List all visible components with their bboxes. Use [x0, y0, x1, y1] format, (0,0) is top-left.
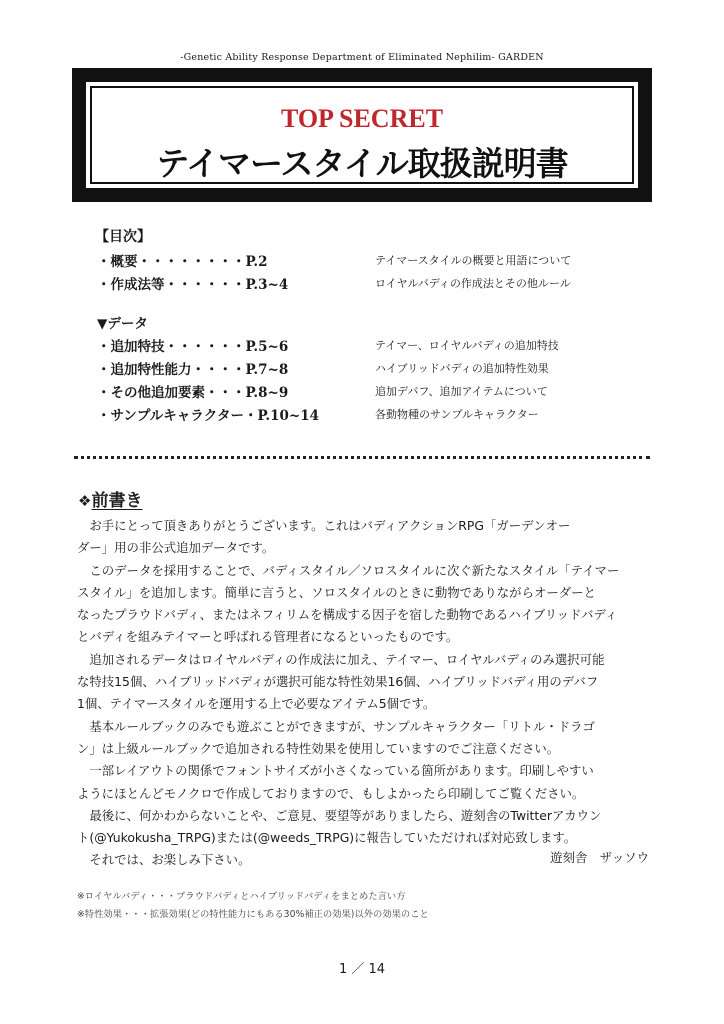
preface-line: ダー」用の非公式追加データです。: [77, 540, 275, 556]
toc-item: [95, 335, 655, 358]
preface-line: お手にとって頂きありがとうございます。これはバディアクションRPG「ガーデンオー: [89, 518, 571, 533]
toc-item: [95, 404, 655, 427]
toc-item-entry: ・作成法等・・・・・・P.3~4: [97, 277, 289, 293]
toc-heading: 【目次】: [95, 229, 151, 245]
preface-line: スタイル」を追加します。簡単に言うと、ソロスタイルのときに動物でありながらオーダーと: [77, 584, 596, 600]
document-title: テイマースタイル取扱説明書: [156, 144, 568, 183]
preface-title: 前書き: [91, 491, 143, 511]
toc-item-entry: ・その他追加要素・・・P.8~9: [97, 385, 289, 401]
top-secret-stamp: TOP SECRET: [280, 104, 444, 133]
toc-item-description: 各動物種のサンプルキャラクター: [375, 408, 539, 421]
footnotes: [77, 888, 429, 923]
preface-body: [77, 515, 657, 872]
toc-item-description: テイマースタイルの概要と用語について: [375, 254, 572, 267]
footnote: ※特性効果・・・拡張効果(どの特性能力にもある30%補正の効果)以外の効果のこと: [77, 908, 429, 920]
preface-line: 追加されるデータはロイヤルバディの作成法に加え、テイマー、ロイヤルバディのみ選択可能: [89, 651, 605, 667]
preface-line: 1個、テイマースタイルを運用する上で必要なアイテム5個です。: [77, 696, 436, 712]
toc-item: [95, 250, 655, 273]
toc-item-description: 追加デバフ、追加アイテムについて: [375, 385, 548, 398]
preface-line: 最後に、何かわからないことや、ご意見、要望等がありましたら、遊刻舎のTwitterアカウン: [89, 807, 602, 823]
table-of-contents: [95, 226, 655, 427]
toc-data-heading-row: [95, 312, 655, 335]
running-head: -Genetic Ability Response Department of Eliminated Nephilim- GARDEN: [180, 52, 544, 63]
title-frame-inner: [86, 82, 638, 188]
preface-line: ト(@Yukokusha_TRPG)または(@weeds_TRPG)に報告していただければ対応致します。: [77, 830, 577, 846]
toc-item: [95, 273, 655, 296]
toc-spacer: [95, 296, 655, 312]
toc-item-description: ロイヤルバディの作成法とその他ルール: [375, 277, 571, 290]
preface-line: それでは、お楽しみ下さい。: [89, 852, 251, 868]
preface-line: ン」は上級ルールブックで追加される特性効果を使用していますのでご注意ください。: [77, 740, 560, 756]
preface-line: 一部レイアウトの関係でフォントサイズが小さくなっている箇所があります。印刷しやすい: [89, 763, 594, 779]
toc-item-description: ハイブリッドバディの追加特性効果: [375, 362, 549, 375]
page-number: 1 ／ 14: [338, 962, 386, 977]
toc-item: [95, 381, 655, 404]
preface-line: なったプラウドバディ、またはネフィリムを構成する因子を宿した動物であるハイブリッドバディ: [77, 607, 618, 623]
preface-line: このデータを採用することで、バディスタイル／ソロスタイルに次ぐ新たなスタイル「テイマー: [89, 562, 620, 578]
dotted-divider: [74, 456, 650, 459]
preface-line: とバディを組みテイマーと呼ばれる管理者になるといったものです。: [77, 629, 459, 645]
preface-heading: [78, 486, 142, 511]
toc-item: [95, 358, 655, 381]
toc-item-description: テイマー、ロイヤルバディの追加特技: [375, 339, 559, 352]
toc-item-entry: ・概要・・・・・・・・P.2: [97, 254, 268, 270]
footnote: ※ロイヤルバディ・・・プラウドバディとハイブリッドバディをまとめた言い方: [77, 891, 406, 902]
author-signature: 遊刻舎 ザッソウ: [550, 850, 649, 865]
toc-item-entry: ・追加特技・・・・・・P.5~6: [97, 339, 289, 355]
toc-item-entry: ・追加特性能力・・・・P.7~8: [97, 362, 289, 378]
diamond-ornament-icon: ❖: [78, 492, 92, 510]
title-frame: [72, 68, 652, 202]
preface-line: な特技15個、ハイブリッドバディが選択可能な特性効果16個、ハイブリッドバディ用のデバフ: [77, 674, 599, 690]
toc-data-heading: ▼データ: [97, 316, 148, 332]
preface-line: 基本ルールブックのみでも遊ぶことができますが、サンプルキャラクター「リトル・ドラゴ: [89, 718, 595, 734]
toc-item-entry: ・サンプルキャラクター・P.10~14: [97, 408, 320, 424]
preface-line: ようにほとんどモノクロで作成しておりますので、もしよかったら印刷してご覧ください。: [77, 785, 585, 801]
